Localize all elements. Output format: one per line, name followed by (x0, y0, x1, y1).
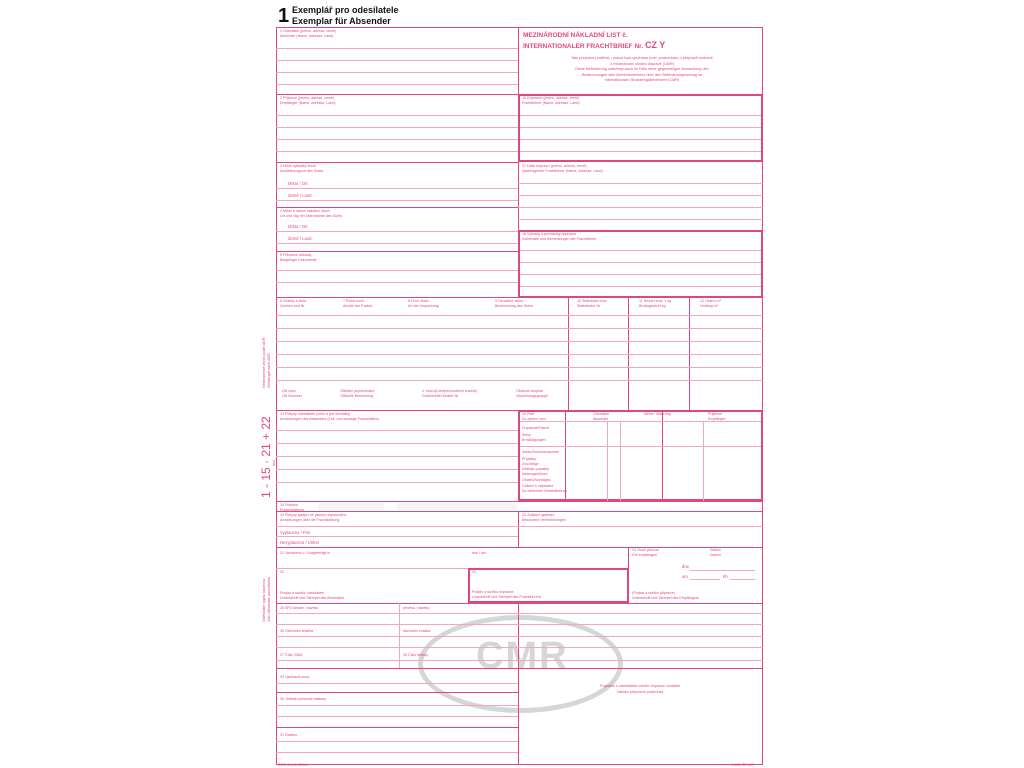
freight-unpaid: Nevyplaceno / Unfrei (280, 540, 319, 545)
field-3-label: 3 Místo vykládky zboží Auslieferungsort des Gutes (280, 164, 324, 173)
field-27-label: 27 Číslo SDM (280, 653, 303, 657)
side-note-adr: Nebezpečné zboží podle ADR Gefahrgut nach ADR (262, 337, 271, 388)
pay-surcharges: Příplatky Zuschläge (522, 457, 539, 466)
un-pattern-label: č. vzoru(č.bezpečnostních značek) Gefahrzettel Muster Nr. (422, 389, 478, 398)
un-number-label: UN číslo UN Nummer (282, 389, 302, 398)
un-name-label: Oficiální pojmenování Offizielle Benennung (340, 389, 375, 398)
copy-label-de: Exemplar für Absender (292, 16, 391, 26)
field-10-label: 10 Statistické číslo Statistische Nr. (577, 299, 607, 308)
pay-fees: Vedlejší poplatky Nebengebühren (522, 467, 549, 476)
field-24-am: am (682, 574, 688, 579)
field-14-label: 14 Dobírka Rückerstattung (280, 503, 305, 512)
pay-balance: Saldo/Zwischensumme (522, 450, 560, 454)
title-de (523, 41, 665, 51)
field-24-label: 24 Zboží převzal Gut empfangen (632, 548, 659, 557)
field-25-trailer: přívěsu / návěsu (403, 606, 430, 610)
side-field-incl: incl. (272, 459, 276, 466)
field-30-label: 30 Vedlejší pohonné náklady (280, 697, 326, 701)
freight-paid: Vyplaceno / Frei (280, 530, 311, 535)
side-note-sender: Odesílatel vyplní kurzivou Vom Absender auszufüllen (262, 577, 271, 622)
field-3-country: Země / Land (288, 193, 312, 198)
field-4-country: Země / Land (288, 236, 312, 241)
field-18-label: 18 Výhrady a poznámky dopravce Vorbehalte und Bemerkungen der Frachtführer (522, 232, 597, 241)
title-desc: Tato přeprava podléhá, i pokud byla ujednána (nob, podmínkám o přepravě smlouvě o mezinárodní silniční dopravě (CMR) Diese Beförderung unterliegt auch im Falle einer gegenteiligen Abmachung den Bestimmungen des Übereinkommens über den Beförderungsvertrag im internationalen Strassengüterverkehr (CMR) (571, 56, 713, 82)
field-14-value[interactable] (318, 503, 384, 510)
field-7-label: 7 Počet kusů Anzahl der Packst. (343, 299, 373, 308)
fee-note: Poplatek z odesílatele uznělo dopravní dodatek Ostatní přepravní podmínky (600, 684, 680, 694)
field-21-date: dne / am (472, 551, 486, 555)
field-31-label: 31 Razítko (280, 733, 298, 737)
field-11-label: 11 Hrubá hmot. v kg Bruttogewicht kg (639, 299, 672, 308)
field-1-label: 1 Odesílatel (jméno, adresa, země) Absender (Name, Adresse, Land) (280, 29, 337, 38)
field-19-label: 19 Platí Zu zahlen vom (522, 412, 546, 421)
field-22-label: 22 (280, 570, 284, 574)
field-6-label: 6 Značky a čísla Zeichen und Nr. (280, 299, 306, 308)
un-group-label: Obalová skupina Verpackungsgruppe (516, 389, 548, 398)
field-23-label: 23 (472, 570, 476, 574)
field-22-sign: Podpis a razítko odesílatele Unterschrift und Stempel des Absenders (280, 591, 345, 600)
field-5-label: 5 Přiložené doklady Beigefügte Dokumente (280, 253, 317, 262)
field-8-label: 8 Druh obalu Art der Verpackung (408, 299, 439, 308)
field-28-label: 28 Číslo faktury (403, 653, 428, 657)
field-4-label: 4 Místo a datum naložení zboží Ort und Tag der Übernahme des Gutes (280, 209, 343, 218)
field-24-sign: (Podpis a razítko příjemce) Unterschrift und Stempel des Empfängers (632, 591, 699, 600)
field-26-mark: obchodní značka (403, 629, 431, 633)
pay-total: Celkem k zaplacení Zu zahlender Gesamtbetrag (522, 484, 567, 493)
side-field-numbers: 1 - 15 · 21 + 22 (259, 416, 273, 498)
field-2-label: 2 Příjemce (jméno, adresa, země) Empfänger (Name, Adresse, Land) (280, 96, 336, 105)
field-24-hh: hh (723, 574, 728, 579)
title-de-text: INTERNATIONALER FRACHTBRIEF Nr. (523, 43, 644, 50)
field-3-place: Místo / Ort (288, 181, 308, 186)
field-26-label: 26 Obchodní značka (280, 629, 313, 633)
field-19-recipient: Příjemce Empfänger (708, 412, 726, 421)
field-29-label: 29 Ujednaná cena (280, 675, 310, 679)
field-14-currency[interactable] (397, 503, 517, 510)
footer-code: 1.5/02 ŠP 107 (731, 763, 754, 767)
field-20-label: 20 Zvláštní ujednání Besondere Vereinbarungen (522, 513, 566, 522)
field-9-label: 9 Označení zboží Bezeichnung des Gutes (495, 299, 534, 308)
copy-number: 1 (278, 5, 290, 27)
field-12-label: 12 Objem m³ Umfang m³ (700, 299, 721, 308)
field-17-label: 17 Další dopravci (jméno, adresa, země) Nachfolgende Frachtführer (Name, Adresse, Land) (522, 164, 603, 173)
pay-freight: Dopravné/Fracht (522, 426, 549, 430)
copy-label-cz: Exemplář pro odesílatele (292, 5, 399, 15)
field-24-on: dne (682, 564, 689, 569)
footer-publisher: ČESKÁ BOHEMIA (278, 763, 308, 767)
pay-discounts: Slevy Ermäßigungen (522, 433, 546, 442)
field-13-label: 13 Pokyny odesílatele (celní a jiné formality) Anweisungen des Absenders (Zoll- und sonstige Formalitäten) (280, 412, 380, 421)
field-21-label: 21 Vystaveno v / Ausgefertigt in (280, 551, 331, 555)
field-4-place: Místo / Ort (288, 224, 308, 229)
field-25-label: 25 SPZ tahače / návěsu (280, 606, 319, 610)
pay-other: Ostatní/Sonstiges (522, 478, 551, 482)
field-16-label: 16 Dopravce (jméno, adresa, země) Frachtführer (Name, Adresse, Land) (522, 96, 580, 105)
cmr-watermark-text: CMR (476, 635, 569, 677)
field-19-currency: Měna / Währung (644, 412, 671, 416)
field-24-date: Datum Datum (710, 548, 721, 557)
field-15-label: 15 Pokyny týkající se placení dopravného Anweisungen über die Frachtzahlung (280, 513, 347, 522)
title-country-code: CZ Y (644, 40, 666, 50)
field-23-sign: Podpis a razítko dopravce Unterschrift und Stempel des Frachtführers (472, 590, 541, 599)
title-cz: MEZINÁRODNÍ NÁKLADNÍ LIST č. (523, 32, 628, 39)
field-19-sender: Odesílatel Absender (593, 412, 610, 421)
